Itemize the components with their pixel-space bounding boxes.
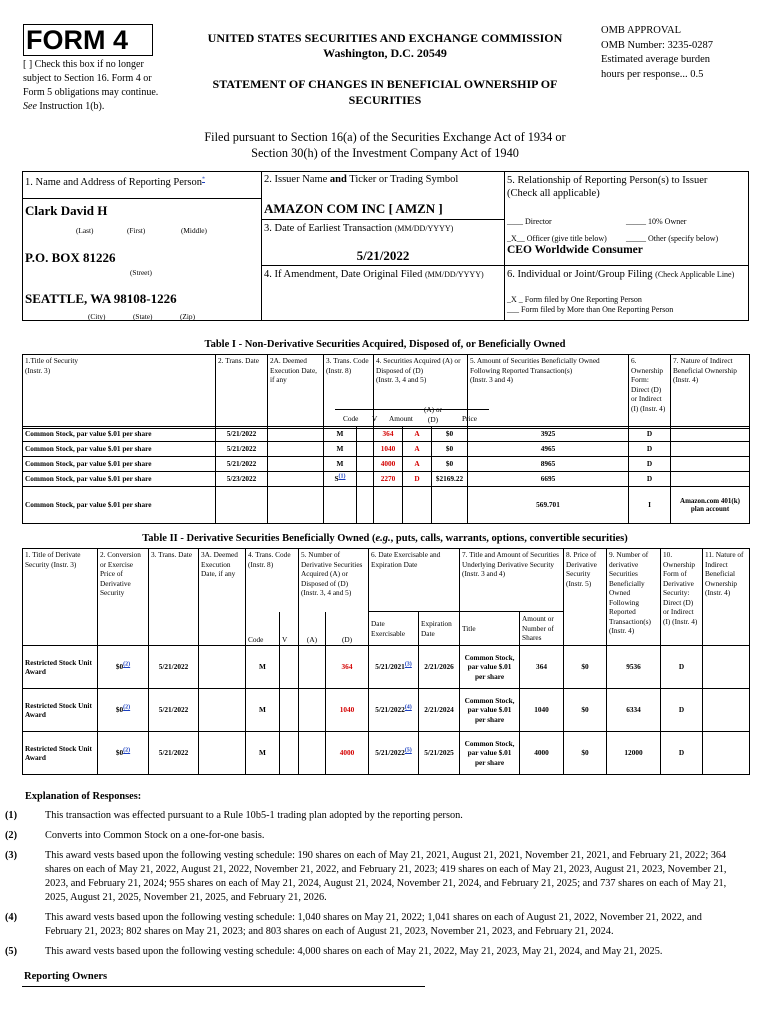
t2-d-cell: 1040 — [326, 689, 369, 732]
zip-label: (Zip) — [180, 312, 195, 321]
asterisk-link[interactable]: * — [202, 176, 206, 183]
explanation-item — [5, 809, 737, 823]
street-label: (Street) — [130, 268, 152, 277]
filed-pursuant-line1: Filed pursuant to Section 16(a) of the Securities Exchange Act of 1934 or — [204, 130, 566, 144]
table-row — [23, 457, 750, 472]
t2-title-cell: Restricted Stock Unit Award — [23, 732, 98, 775]
t2-underlying-amount-cell: 4000 — [520, 732, 564, 775]
t2-owned-cell: 12000 — [607, 732, 661, 775]
box1-label: 1. Name and Address of Reporting Person* — [25, 176, 206, 188]
box5-label: 5. Relationship of Reporting Person(s) to Issuer (Check all applicable) — [507, 175, 708, 199]
t1-title-cell: Common Stock, par value $.01 per share — [23, 472, 216, 487]
t1-nature-cell — [671, 472, 750, 487]
non-derivative-rows — [22, 426, 750, 524]
t1-date-cell: 5/21/2022 — [216, 442, 268, 457]
t1-owned-cell: 3925 — [468, 427, 629, 442]
explanation-item — [5, 911, 737, 939]
commission-line1: UNITED STATES SECURITIES AND EXCHANGE COMMISSION — [207, 31, 563, 45]
footnote-text: Converts into Common Stock on a one-for-one basis. — [45, 830, 265, 841]
t1-header-nature: 7. Nature of Indirect Beneficial Ownership (Instr. 4) — [671, 355, 750, 429]
t2-price-cell: $0 — [564, 646, 607, 689]
t2-deemed-cell — [199, 689, 246, 732]
group-filing-option[interactable]: ___ Form filed by More than One Reporting Person — [507, 305, 674, 314]
footnote-link[interactable]: (2) — [123, 747, 131, 754]
omb-approval: OMB APPROVAL OMB Number: 3235-0287 Estimated average burden hours per response... 0.5 — [601, 25, 713, 80]
t1-header-date: 2. Trans. Date — [216, 355, 268, 429]
filed-pursuant-line2: Section 30(h) of the Investment Company Act of 1940 — [251, 146, 519, 160]
t2-expiration-cell: 2/21/2024 — [419, 689, 460, 732]
state-label: (State) — [133, 312, 153, 321]
t1-amount-cell: 2270 — [374, 472, 403, 487]
t1-header-code: 3. Trans. Code (Instr. 8) — [324, 355, 374, 428]
last-label: (Last) — [76, 226, 94, 235]
commission-line2: Washington, D.C. 20549 — [323, 46, 447, 60]
director-option[interactable]: ____ Director — [507, 217, 552, 226]
derivative-table — [22, 548, 750, 775]
t2-sub-code: Code — [246, 612, 280, 646]
t1-deemed-cell — [268, 442, 324, 457]
t1-v-cell — [357, 487, 374, 524]
t2-form-cell: D — [661, 732, 703, 775]
t1-nature-cell: Amazon.com 401(k) plan account — [671, 487, 750, 524]
t2-expiration-cell: 5/21/2025 — [419, 732, 460, 775]
t2-exercisable-cell: 5/21/2021$^{(3)}$ — [369, 646, 419, 689]
t1-form-cell: D — [629, 457, 671, 472]
t2-date-cell: 5/21/2022 — [149, 732, 199, 775]
t2-v-cell — [280, 646, 299, 689]
t2-header-exercisable: 6. Date Exercisable and Expiration Date — [369, 549, 460, 612]
t2-code-cell: M — [246, 646, 280, 689]
t1-v-cell — [357, 442, 374, 457]
table-row — [23, 646, 750, 689]
t2-code-cell: M — [246, 689, 280, 732]
t1-code-cell — [324, 487, 357, 524]
individual-filing-option[interactable]: _X _ Form filed by One Reporting Person — [507, 295, 642, 304]
t1-deemed-cell — [268, 457, 324, 472]
t1-code-cell: M — [324, 457, 357, 472]
t1-owned-cell: 6695 — [468, 472, 629, 487]
t2-owned-cell: 6334 — [607, 689, 661, 732]
t2-a-cell — [299, 646, 326, 689]
t1-owned-cell: 8965 — [468, 457, 629, 472]
t1-date-cell: 5/23/2022 — [216, 472, 268, 487]
t1-form-cell: D — [629, 427, 671, 442]
t1-sub-v: V — [372, 414, 378, 423]
explanation-heading: Explanation of Responses: — [25, 791, 142, 802]
t1-date-cell — [216, 487, 268, 524]
t1-sub-aord: (D) — [427, 414, 439, 424]
table-row — [23, 427, 750, 442]
t2-conversion-cell: $0$^{(2)}$ — [98, 732, 149, 775]
t1-sub-amount: Amount — [389, 414, 413, 423]
t1-header-deemed: 2A. Deemed Execution Date, if any — [268, 355, 324, 429]
t2-v-cell — [280, 732, 299, 775]
reporting-person-name: Clark David H — [25, 203, 108, 218]
table-row — [23, 472, 750, 487]
t1-deemed-cell — [268, 487, 324, 524]
city-state-zip: SEATTLE, WA 98108-1226 — [25, 291, 177, 306]
footnote-link[interactable]: (2) — [123, 704, 131, 711]
t1-price-cell: $0 — [432, 457, 468, 472]
t2-title-cell: Restricted Stock Unit Award — [23, 646, 98, 689]
t2-title-cell: Restricted Stock Unit Award — [23, 689, 98, 732]
t2-sub-v: V — [280, 612, 299, 646]
t1-price-cell: $0 — [432, 427, 468, 442]
t1-owned-cell: 4965 — [468, 442, 629, 457]
t1-header-acquired: 4. Securities Acquired (A) or Disposed of (D) (Instr. 3, 4 and 5) — [374, 355, 468, 428]
t1-title-cell: Common Stock, par value $.01 per share — [23, 457, 216, 472]
footnote-number: (1) — [5, 810, 18, 821]
t2-d-cell: 364 — [326, 646, 369, 689]
t1-price-cell — [432, 487, 468, 524]
statement-title-line2: SECURITIES — [348, 93, 422, 107]
statement-title-line1: STATEMENT OF CHANGES IN BENEFICIAL OWNERSHIP OF — [212, 77, 558, 91]
officer-title: CEO Worldwide Consumer — [507, 244, 643, 256]
footnote-text: This award vests based upon the following vesting schedule: 190 shares on each of May 21, 2021, August 21, 2021, November 21, 2021, and February 21, 2022; 364 shares on each of May 21, 2022, August 21, 2022, November 21, 2022, and February 21, 2023; 419 shares on each of May 21, 2023, August 21, 2023, November 21, 2023, and February 21, 2024; 955 shares on each of May 21, 2024, August 21, 2024, November 21, 2024, and February 21, 2025; and 737 shares on each of May 21, 2025, August 21, 2025, November 21, 2025, and February 21, 2026. — [45, 850, 727, 903]
t1-owned-cell: 569.701 — [468, 487, 629, 524]
footnote-number: (4) — [5, 912, 18, 923]
box6-label: 6. Individual or Joint/Group Filing (Check Applicable Line) — [507, 269, 735, 280]
t1-date-cell: 5/21/2022 — [216, 427, 268, 442]
t2-header-deemed: 3A. Deemed Execution Date, if any — [199, 549, 246, 646]
t2-header-underlying: 7. Title and Amount of Securities Underlying Derivative Security (Instr. 3 and 4) — [460, 549, 564, 612]
table1-title: Table I - Non-Derivative Securities Acquired, Disposed of, or Beneficially Owned — [204, 339, 566, 350]
t1-title-cell: Common Stock, par value $.01 per share — [23, 487, 216, 524]
ten-percent-owner-option[interactable]: _____ 10% Owner — [626, 217, 687, 226]
t1-sub-price: Price — [462, 414, 477, 423]
t1-aord-cell: A — [403, 427, 432, 442]
first-label: (First) — [127, 226, 146, 235]
footnote-text: This award vests based upon the following vesting schedule: 4,000 shares on each of May 21, 2022, May 21, 2023, May 21, 2024, and May 21, 2025. — [45, 946, 663, 957]
t2-sub-expiration: Expiration Date — [419, 612, 460, 646]
t2-underlying-title-cell: Common Stock, par value $.01 per share — [460, 732, 520, 775]
earliest-transaction-date: 5/21/2022 — [356, 248, 410, 263]
t1-code-cell: $S^{(1)}$ — [324, 472, 357, 487]
footnote-link[interactable]: (2) — [123, 661, 131, 668]
t2-price-cell: $0 — [564, 732, 607, 775]
footnote-number: (5) — [5, 946, 18, 957]
t2-header-date: 3. Trans. Date — [149, 549, 199, 646]
t1-v-cell — [357, 472, 374, 487]
t2-deemed-cell — [199, 646, 246, 689]
t1-amount-cell: 364 — [374, 427, 403, 442]
issuer-name: AMAZON COM INC [ AMZN ] — [264, 201, 443, 216]
t2-sub-amount: Amount or Number of Shares — [520, 612, 564, 646]
t1-date-cell: 5/21/2022 — [216, 457, 268, 472]
t1-nature-cell — [671, 442, 750, 457]
t2-date-cell: 5/21/2022 — [149, 646, 199, 689]
t2-a-cell — [299, 732, 326, 775]
t1-amount-cell: 1040 — [374, 442, 403, 457]
t2-nature-cell — [703, 646, 750, 689]
t2-header-form: 10. Ownership Form of Derivative Security: Direct (D) or Indirect (I) (Instr. 4) — [661, 549, 703, 646]
t1-aord-cell — [403, 487, 432, 524]
t2-sub-title: Title — [460, 612, 520, 646]
t2-code-cell: M — [246, 732, 280, 775]
t2-underlying-title-cell: Common Stock, par value $.01 per share — [460, 646, 520, 689]
t2-sub-a: (A) — [299, 612, 326, 646]
t1-title-cell: Common Stock, par value $.01 per share — [23, 427, 216, 442]
explanation-item — [5, 945, 737, 959]
street-address: P.O. BOX 81226 — [25, 250, 116, 265]
officer-option[interactable]: _X__ Officer (give title below) — [507, 234, 607, 243]
t1-title-cell: Common Stock, par value $.01 per share — [23, 442, 216, 457]
t2-header-owned: 9. Number of derivative Securities Beneficially Owned Following Reported Transaction(s) (Instr. 4) — [607, 549, 661, 646]
t1-header-form: 6. Ownership Form: Direct (D) or Indirect (I) (Instr. 4) — [629, 355, 671, 429]
t2-conversion-cell: $0$^{(2)}$ — [98, 646, 149, 689]
t2-header-conversion: 2. Conversion or Exercise Price of Derivative Security — [98, 549, 149, 646]
t1-nature-cell — [671, 457, 750, 472]
t2-form-cell: D — [661, 646, 703, 689]
t2-nature-cell — [703, 689, 750, 732]
t2-expiration-cell: 2/21/2026 — [419, 646, 460, 689]
explanation-item — [5, 849, 737, 905]
t2-a-cell — [299, 689, 326, 732]
footnote-text: This award vests based upon the following vesting schedule: 1,040 shares on May 21, 2022; 1,041 shares on each of August 21, 2022, November 21, 2022, and February 21, 2023; 802 shares on May 21, 2023; and 803 shares on each of August 21, 2023, November 21, 2023, and February 21, 2024. — [45, 912, 702, 937]
t1-form-cell: D — [629, 442, 671, 457]
t1-header-title: 1.Title of Security (Instr. 3) — [23, 355, 216, 429]
t2-header-title: 1. Title of Derivate Security (Instr. 3) — [23, 549, 98, 646]
t2-form-cell: D — [661, 689, 703, 732]
t2-v-cell — [280, 689, 299, 732]
t1-nature-cell — [671, 427, 750, 442]
city-label: (City) — [88, 312, 106, 321]
t1-form-cell: I — [629, 487, 671, 524]
t2-exercisable-cell: 5/21/2022$^{(5)}$ — [369, 732, 419, 775]
t1-amount-cell — [374, 487, 403, 524]
footnote-number: (2) — [5, 830, 18, 841]
table-row — [23, 487, 750, 524]
footnote-number: (3) — [5, 850, 18, 861]
t2-owned-cell: 9536 — [607, 646, 661, 689]
t2-sub-exercisable: Date Exercisable — [369, 612, 419, 646]
table2-title: Table II - Derivative Securities Beneficially Owned (e.g., puts, calls, warrants, options, convertible securities) — [142, 533, 628, 544]
footnote-text: This transaction was effected pursuant to a Rule 10b5-1 trading plan adopted by the reporting person. — [45, 810, 463, 821]
checkbox-note[interactable]: [ ] Check this box if no longer subject to Section 16. Form 4 or Form 5 obligations may continue. See Instruction 1(b). — [23, 59, 159, 112]
t2-header-code: 4. Trans. Code (Instr. 8) — [246, 549, 299, 612]
non-derivative-table — [22, 354, 750, 429]
t2-d-cell: 4000 — [326, 732, 369, 775]
t2-sub-d: (D) — [326, 612, 369, 646]
table-row — [23, 442, 750, 457]
t1-deemed-cell — [268, 472, 324, 487]
t1-code-cell: M — [324, 427, 357, 442]
t1-amount-cell: 4000 — [374, 457, 403, 472]
middle-label: (Middle) — [181, 226, 207, 235]
t1-aord-cell: A — [403, 457, 432, 472]
other-option[interactable]: _____ Other (specify below) — [626, 234, 719, 243]
t2-underlying-amount-cell: 1040 — [520, 689, 564, 732]
t2-underlying-amount-cell: 364 — [520, 646, 564, 689]
table-row — [23, 732, 750, 775]
explanation-item — [5, 829, 737, 843]
reporting-owners-heading: Reporting Owners — [24, 971, 108, 982]
t1-sub-code: Code — [343, 414, 359, 423]
t1-code-cell: M — [324, 442, 357, 457]
t1-v-cell — [357, 427, 374, 442]
form-title: FORM 4 — [26, 25, 129, 55]
t1-aord-cell: D — [403, 472, 432, 487]
t1-v-cell — [357, 457, 374, 472]
form-title-box — [23, 24, 153, 56]
t1-price-cell: $2169.22 — [432, 472, 468, 487]
t2-nature-cell — [703, 732, 750, 775]
footnote-link[interactable]: (4) — [404, 704, 412, 711]
t1-aord-cell: A — [403, 442, 432, 457]
t2-header-number: 5. Number of Derivative Securities Acquired (A) or Disposed of (D) (Instr. 3, 4 and 5) — [299, 549, 369, 612]
t1-price-cell: $0 — [432, 442, 468, 457]
t1-form-cell: D — [629, 472, 671, 487]
table-row — [23, 689, 750, 732]
t2-conversion-cell: $0$^{(2)}$ — [98, 689, 149, 732]
footnote-link[interactable]: (1) — [338, 473, 346, 480]
t2-date-cell: 5/21/2022 — [149, 689, 199, 732]
t1-deemed-cell — [268, 427, 324, 442]
t1-header-owned: 5. Amount of Securities Beneficially Owned Following Reported Transaction(s) (Instr. 3 and 4) — [468, 355, 629, 429]
box4-label: 4. If Amendment, Date Original Filed (MM/DD/YYYY) — [264, 269, 484, 280]
t2-underlying-title-cell: Common Stock, par value $.01 per share — [460, 689, 520, 732]
t2-exercisable-cell: 5/21/2022$^{(4)}$ — [369, 689, 419, 732]
t2-header-price: 8. Price of Derivative Security (Instr. 5) — [564, 549, 607, 646]
explanation-section — [5, 790, 737, 965]
box2-label: 2. Issuer Name and Ticker or Trading Symbol — [264, 174, 459, 185]
box3-label: 3. Date of Earliest Transaction (MM/DD/YYYY) — [264, 223, 454, 234]
t2-price-cell: $0 — [564, 689, 607, 732]
t2-header-nature: 11. Nature of Indirect Beneficial Ownership (Instr. 4) — [703, 549, 750, 646]
footnote-link[interactable]: (5) — [404, 747, 412, 754]
t2-deemed-cell — [199, 732, 246, 775]
footnote-link[interactable]: (3) — [404, 661, 412, 668]
